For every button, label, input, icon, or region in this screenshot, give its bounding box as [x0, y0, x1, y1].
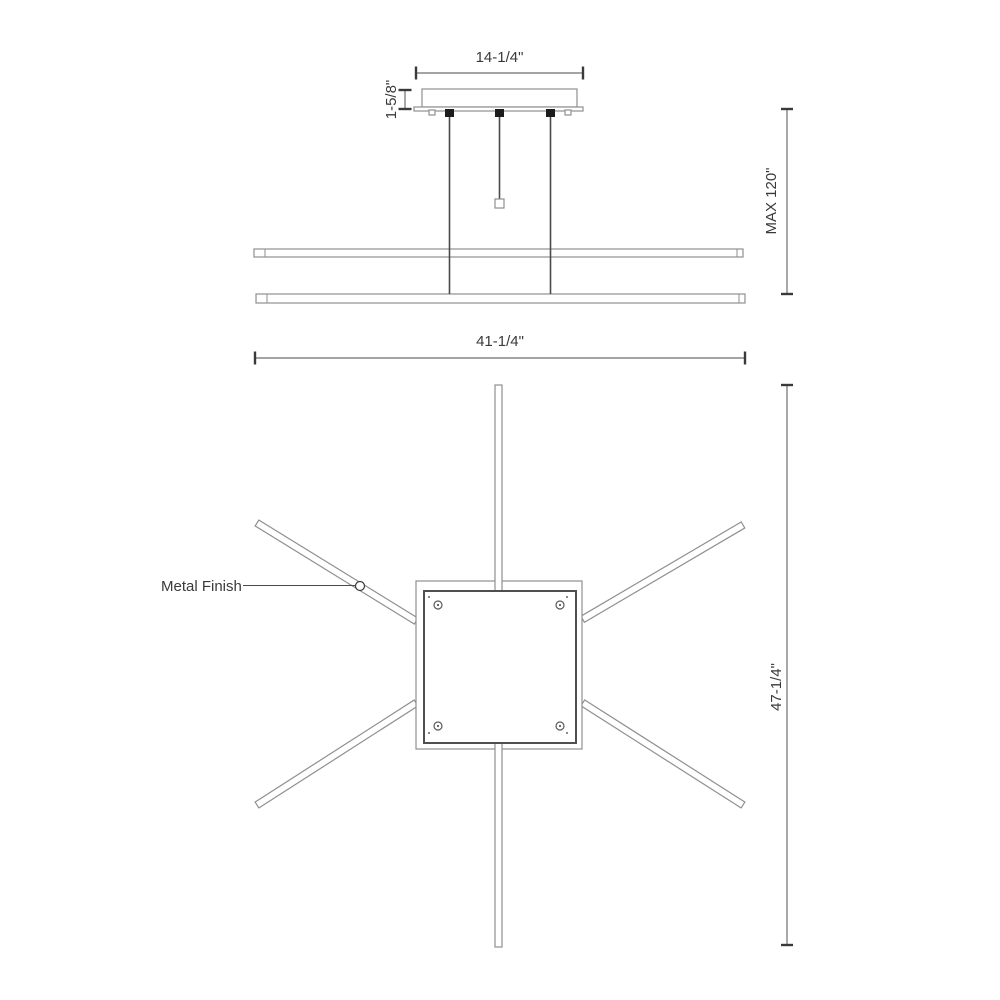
arm-upper-left	[255, 520, 418, 624]
power-cord-end-connector	[495, 199, 504, 208]
cable-gripper-left	[445, 109, 454, 117]
arm-lower-left	[255, 700, 418, 808]
plate-end-detail-right	[565, 110, 571, 115]
light-bar-top	[254, 249, 743, 257]
metal-finish-label: Metal Finish	[161, 578, 242, 595]
plan-view	[161, 385, 793, 947]
metal-finish-callout	[161, 578, 365, 595]
plate-end-detail-left	[429, 110, 435, 115]
dim-fixture-length-label: 47-1/4"	[768, 663, 785, 711]
canopy-plan-inner	[424, 591, 576, 743]
light-bar-bottom	[256, 294, 745, 303]
arm-lower-right	[581, 700, 745, 808]
dim-fixture-length	[768, 385, 793, 945]
dim-canopy-width-label: 14-1/4"	[475, 49, 524, 66]
canopy-body	[422, 89, 577, 107]
metal-finish-marker	[356, 582, 365, 591]
dim-canopy-height-label: 1-5/8"	[383, 79, 400, 120]
dim-canopy-height	[383, 80, 412, 120]
cable-gripper-right	[546, 109, 555, 117]
front-elevation-view	[254, 49, 793, 365]
cable-gripper-center	[495, 109, 504, 117]
dim-fixture-width	[255, 333, 745, 365]
dim-max-drop-label: MAX 120"	[763, 167, 780, 235]
dim-canopy-width	[416, 49, 583, 80]
dim-max-drop	[763, 109, 793, 294]
center-bar-lower	[495, 743, 502, 947]
arm-upper-right	[581, 522, 745, 622]
center-bar-upper	[495, 385, 502, 591]
dim-fixture-width-label: 41-1/4"	[476, 333, 524, 350]
